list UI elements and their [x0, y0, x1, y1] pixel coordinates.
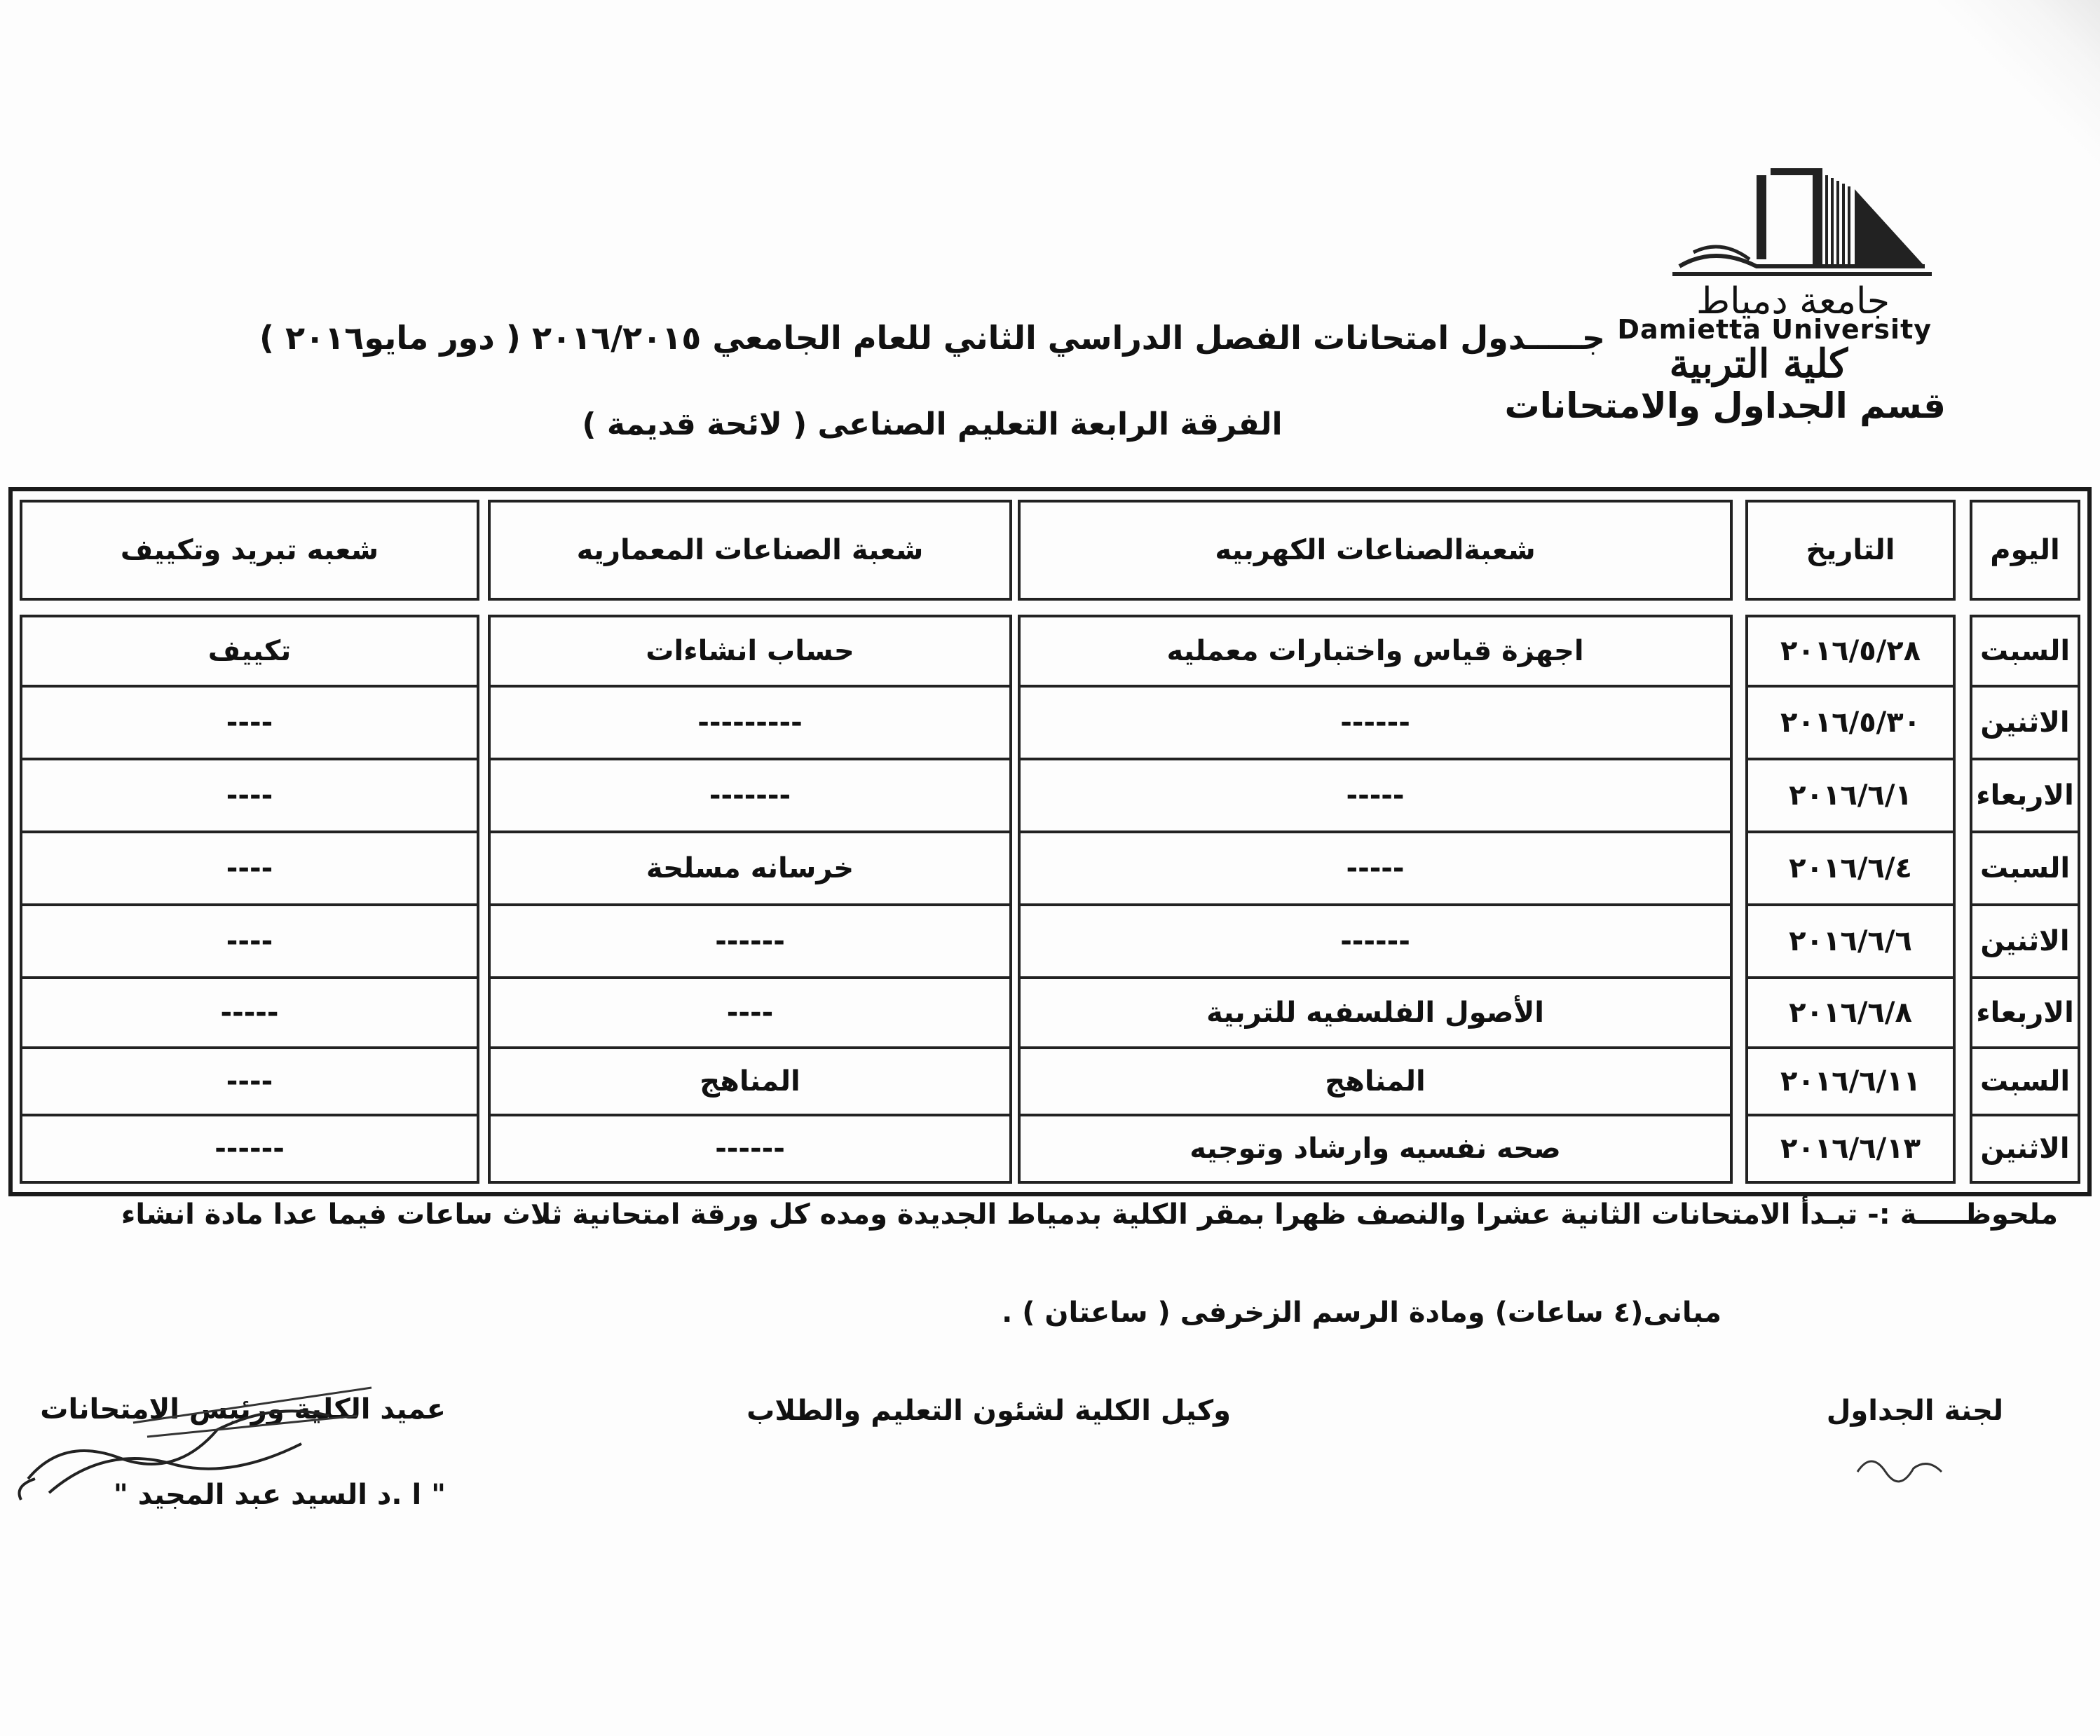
row6-day: الاربعاء — [1970, 979, 2080, 1049]
row3-day: الاربعاء — [1970, 760, 2080, 833]
row5-electrical: ------ — [1018, 906, 1733, 979]
row7-electrical: المناهج — [1018, 1049, 1733, 1116]
row3-electrical: ----- — [1018, 760, 1733, 833]
row3-date: ٢٠١٦/٦/١ — [1745, 760, 1956, 833]
row6-electrical: الأصول الفلسفيه للتربية — [1018, 979, 1733, 1049]
header-electrical: شعبةالصناعات الكهربيه — [1018, 500, 1733, 601]
note-line-1: ملحوظـــــة :- تبـدأ الامتحانات الثانية عشرا والنصف ظهرا بمقر الكلية بدمياط الجديدة ومده كل ورقة امتحانية ثلاث ساعات فيما عدا مادة انشاء — [121, 1198, 2058, 1231]
row5-date: ٢٠١٦/٦/٦ — [1745, 906, 1956, 979]
row4-architectural: خرسانه مسلحة — [488, 833, 1012, 906]
department-name: قسم الجداول والامتحانات — [1504, 385, 1946, 426]
header-hvac: شعبه تبريد وتكييف — [20, 500, 479, 601]
row5-architectural: ------ — [488, 906, 1012, 979]
schedule-title: جـــــدول امتحانات الفصل الدراسي الثاني للعام الجامعي ٢٠١٦/٢٠١٥ ( دور مايو٢٠١٦ ) — [259, 319, 1606, 357]
faculty-name: كلية التربية — [1669, 341, 1848, 387]
university-name-arabic: جامعة دمياط — [1696, 280, 1890, 322]
row1-date: ٢٠١٦/٥/٢٨ — [1745, 615, 1956, 688]
vice-dean-signature-label: وكيل الكلية لشئون التعليم والطلاب — [746, 1395, 1231, 1427]
header-day: اليوم — [1970, 500, 2080, 601]
header-architectural: شعبة الصناعات المعماريه — [488, 500, 1012, 601]
row7-hvac: ---- — [20, 1049, 479, 1116]
row2-day: الاثنين — [1970, 688, 2080, 760]
row1-hvac: تكييف — [20, 615, 479, 688]
row7-date: ٢٠١٦/٦/١١ — [1745, 1049, 1956, 1116]
row3-architectural: ------- — [488, 760, 1012, 833]
schedule-subtitle: الفرقة الرابعة التعليم الصناعى ( لائحة قديمة ) — [582, 406, 1283, 442]
committee-initials-scribble-icon — [1850, 1444, 1949, 1493]
row4-hvac: ---- — [20, 833, 479, 906]
row8-date: ٢٠١٦/٦/١٣ — [1745, 1116, 1956, 1184]
header-date: التاريخ — [1745, 500, 1956, 601]
row1-architectural: حساب انشاءات — [488, 615, 1012, 688]
row1-electrical: اجهزة قياس واختبارات معمليه — [1018, 615, 1733, 688]
exam-schedule-table — [8, 487, 2092, 1196]
row8-electrical: صحه نفسيه وارشاد وتوجيه — [1018, 1116, 1733, 1184]
note-line-2: مبانى(٤ ساعات) ومادة الرسم الزخرفى ( ساعتان ) . — [1002, 1297, 1721, 1329]
row8-architectural: ------ — [488, 1116, 1012, 1184]
row7-architectural: المناهج — [488, 1049, 1012, 1116]
row8-day: الاثنين — [1970, 1116, 2080, 1184]
dean-name: " ا .د السيد عبد المجيد " — [113, 1479, 446, 1511]
row6-architectural: ---- — [488, 979, 1012, 1049]
dean-signature-label: عميد الكلية ورئيس الامتحانات — [40, 1393, 446, 1426]
row5-hvac: ---- — [20, 906, 479, 979]
university-name-english: Damietta University — [1617, 314, 1932, 345]
row7-day: السبت — [1970, 1049, 2080, 1116]
row2-date: ٢٠١٦/٥/٣٠ — [1745, 688, 1956, 760]
row1-day: السبت — [1970, 615, 2080, 688]
row4-electrical: ----- — [1018, 833, 1733, 906]
row4-day: السبت — [1970, 833, 2080, 906]
row5-day: الاثنين — [1970, 906, 2080, 979]
row6-hvac: ----- — [20, 979, 479, 1049]
row8-hvac: ------ — [20, 1116, 479, 1184]
row2-architectural: --------- — [488, 688, 1012, 760]
row3-hvac: ---- — [20, 760, 479, 833]
row4-date: ٢٠١٦/٦/٤ — [1745, 833, 1956, 906]
row2-hvac: ---- — [20, 688, 479, 760]
dean-signature-scribble-icon — [7, 1374, 400, 1514]
row6-date: ٢٠١٦/٦/٨ — [1745, 979, 1956, 1049]
committee-signature-label: لجنة الجداول — [1826, 1395, 2003, 1427]
row2-electrical: ------ — [1018, 688, 1733, 760]
